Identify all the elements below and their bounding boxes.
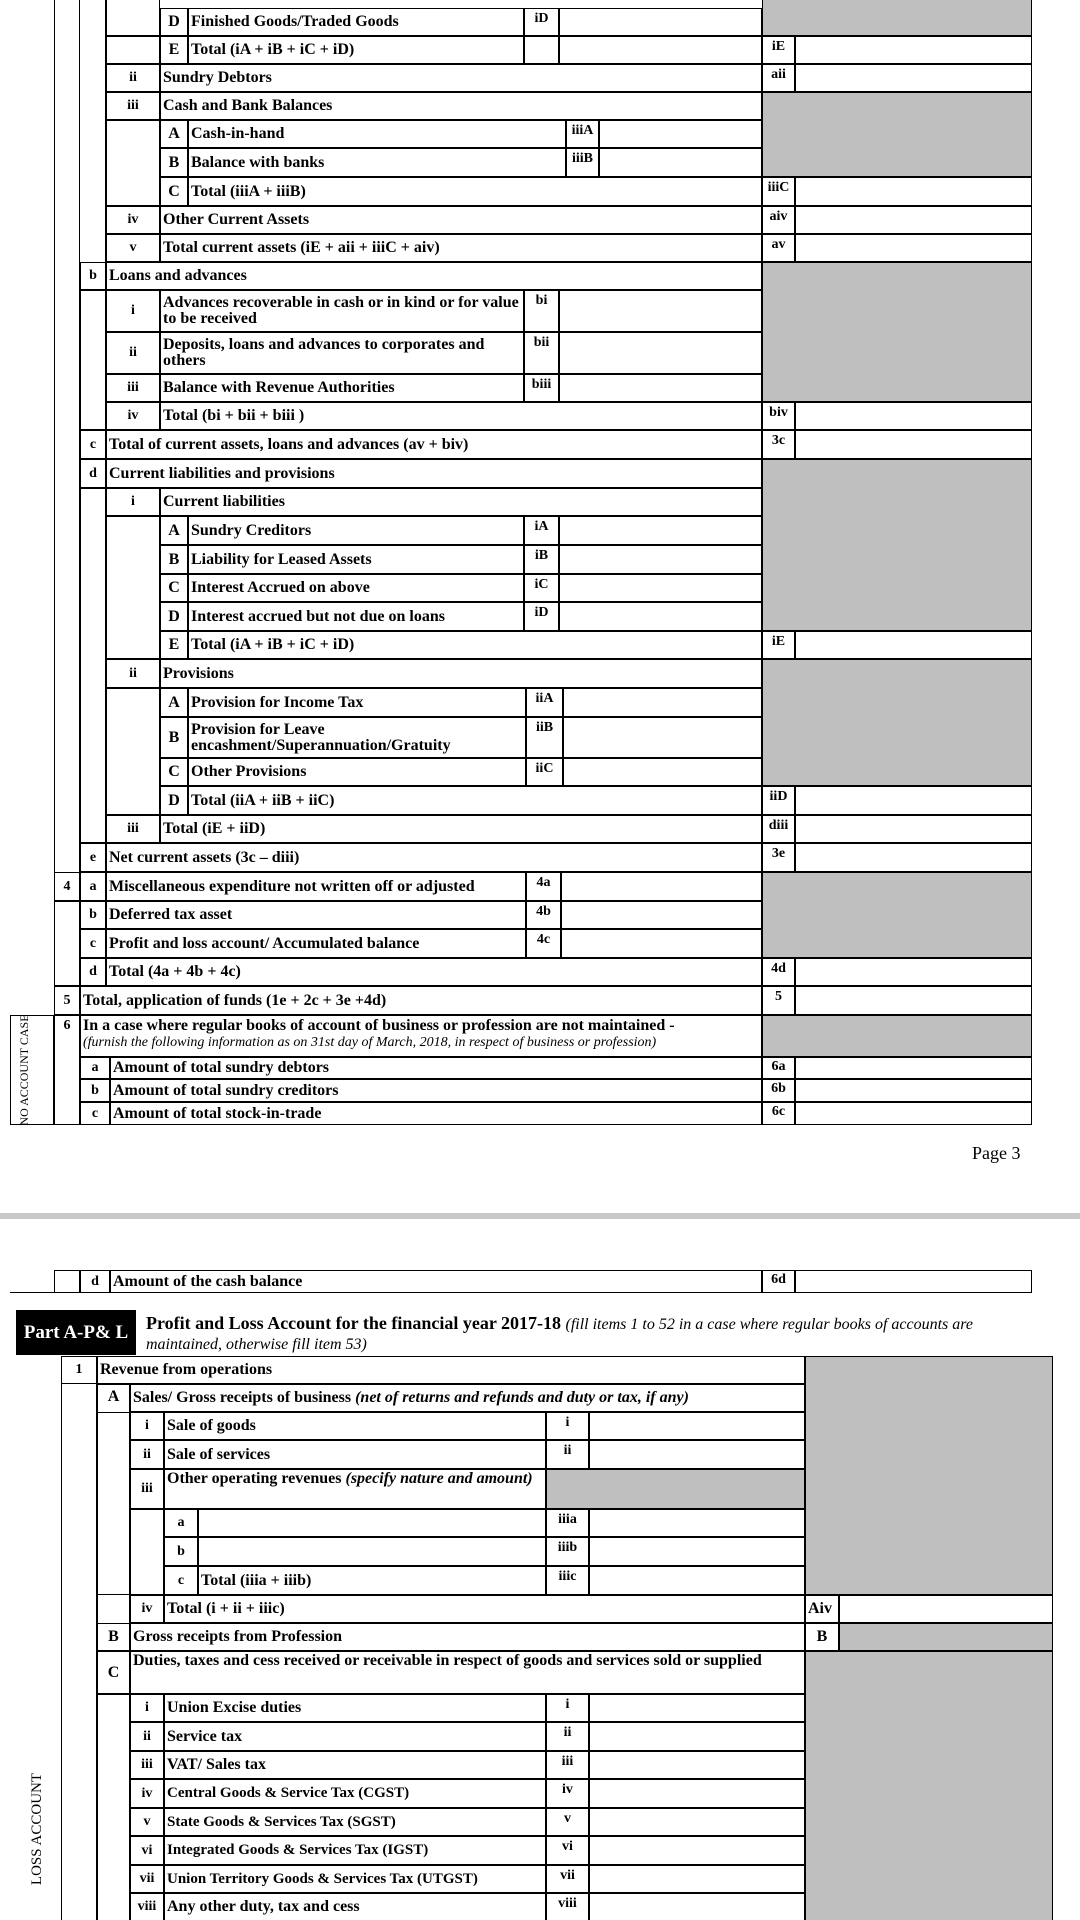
row-label: Other Current Assets — [160, 206, 762, 234]
row-code: iB — [524, 545, 559, 574]
row-code: 4c — [526, 929, 561, 958]
row-code: av — [762, 234, 795, 262]
row-label: Finished Goods/Traded Goods — [188, 8, 524, 36]
row-label: Sale of goods — [164, 1412, 546, 1440]
row-letter: d — [80, 1270, 110, 1293]
row-number: iv — [106, 402, 160, 430]
row-code: 6d — [762, 1270, 795, 1293]
row-number: iv — [130, 1595, 164, 1623]
loss-account-label: LOSS ACCOUNT — [29, 1772, 45, 1886]
amount-field[interactable] — [589, 1566, 805, 1595]
row-letter: b — [80, 1079, 110, 1102]
row-label: Union Excise duties — [164, 1694, 546, 1722]
shaded-cell — [546, 1469, 805, 1509]
amount-field[interactable] — [589, 1412, 805, 1440]
amount-field[interactable] — [559, 290, 762, 332]
frame-cell — [80, 488, 106, 843]
shaded-cell — [762, 1015, 1032, 1057]
amount-field[interactable] — [795, 815, 1032, 843]
part-note: (fill items 1 to 52 in a case where regular books of accounts are maintained, otherwise fill item 53) — [146, 1316, 973, 1353]
row-letter: a — [164, 1509, 198, 1537]
row-code: ii — [546, 1722, 589, 1751]
shaded-cell — [762, 262, 1032, 402]
row-code: iiic — [546, 1566, 589, 1595]
specify-field[interactable] — [198, 1509, 546, 1537]
row-label: Total (iiia + iiib) — [198, 1566, 546, 1595]
frame-cell — [97, 1694, 130, 1920]
row-code: iiib — [546, 1537, 589, 1566]
row-label: Service tax — [164, 1722, 546, 1751]
row-code: bi — [524, 290, 559, 332]
row-label: Sales/ Gross receipts of business — [133, 1389, 352, 1407]
amount-field[interactable] — [561, 929, 762, 958]
row-label: Sundry Creditors — [188, 516, 524, 545]
frame-cell — [10, 1270, 54, 1293]
row-code: iE — [762, 631, 795, 659]
row-code: iii — [546, 1751, 589, 1779]
row-code: i — [546, 1694, 589, 1722]
shaded-cell — [762, 0, 1032, 36]
row-code: iiiC — [762, 177, 795, 206]
row-note: (furnish the following information as on 31st day of March, 2018, in respect of business or profession) — [83, 1034, 657, 1050]
amount-field[interactable] — [795, 1270, 1032, 1293]
shaded-cell — [805, 1651, 1053, 1920]
row-code: B — [805, 1623, 839, 1651]
row-label: Total (iiiA + iiiB) — [188, 177, 762, 206]
row-label: Other Provisions — [188, 758, 526, 786]
row-label: Cash and Bank Balances — [160, 92, 762, 120]
no-account-case-label: NO ACCOUNT CASE — [17, 1014, 31, 1126]
frame-col-pl — [61, 1356, 97, 1920]
row-code: vi — [546, 1836, 589, 1865]
row-label: Sundry Debtors — [160, 64, 762, 92]
row-code: iE — [762, 36, 795, 64]
amount-field[interactable] — [795, 64, 1032, 92]
row-label: VAT/ Sales tax — [164, 1751, 546, 1779]
row-code: iiC — [526, 758, 563, 786]
row-note: (net of returns and refunds and duty or tax, if any) — [355, 1389, 689, 1407]
row-label: Total (iA + iB + iC + iD) — [188, 631, 762, 659]
amount-field[interactable] — [795, 958, 1032, 986]
frame-cell — [106, 516, 160, 659]
amount-field[interactable] — [795, 986, 1032, 1015]
row-Aiii-cell — [164, 1469, 546, 1509]
row-label: Profit and loss account/ Accumulated balance — [106, 929, 526, 958]
row-number: i — [130, 1412, 164, 1440]
amount-field[interactable] — [795, 1079, 1032, 1102]
amount-field[interactable] — [839, 1623, 1053, 1651]
frame-col-1 — [54, 0, 80, 1015]
row-code: iD — [524, 602, 559, 631]
row-number: 5 — [54, 986, 80, 1015]
row-label: Deferred tax asset — [106, 901, 526, 929]
amount-field[interactable] — [599, 148, 762, 177]
row-letter: A — [107, 1388, 120, 1405]
row-code: 4a — [526, 872, 561, 901]
row-label: Current liabilities and provisions — [106, 459, 762, 488]
row-label: Total, application of funds (1e + 2c + 3e +4d) — [80, 986, 762, 1015]
row-label: Advances recoverable in cash or in kind or for value to be received — [160, 290, 524, 332]
amount-field[interactable] — [795, 1102, 1032, 1125]
specify-field[interactable] — [198, 1537, 546, 1566]
amount-field[interactable] — [839, 1595, 1053, 1623]
row-number: v — [106, 234, 160, 262]
row-letter: A — [160, 120, 188, 148]
row-label: Deposits, loans and advances to corporates and others — [160, 332, 524, 374]
page-break — [0, 1213, 1080, 1219]
row-number: 4 — [54, 872, 80, 901]
row-code: 4b — [526, 901, 561, 929]
amount-field[interactable] — [795, 786, 1032, 815]
row-code: iiiA — [566, 120, 599, 148]
row-label: Any other duty, tax and cess — [164, 1893, 546, 1920]
row-letter: c — [80, 1102, 110, 1125]
amount-field[interactable] — [559, 545, 762, 574]
row-letter: C — [160, 758, 188, 786]
row-label: Loans and advances — [106, 262, 762, 290]
row-label: Miscellaneous expenditure not written off or adjusted — [106, 872, 526, 901]
row-code: iD — [524, 8, 559, 36]
row-letter: C — [160, 574, 188, 602]
row-letter: b — [164, 1537, 198, 1566]
row-code: iA — [524, 516, 559, 545]
row-number: 1 — [61, 1356, 97, 1384]
row-label: Gross receipts from Profession — [130, 1623, 805, 1651]
shaded-cell — [805, 1356, 1053, 1595]
part-title-block — [146, 1314, 1046, 1354]
frame-cell — [54, 901, 80, 986]
row-letter: D — [160, 786, 188, 815]
row-letter: A — [160, 688, 188, 717]
amount-field[interactable] — [559, 332, 762, 374]
row-letter: D — [160, 602, 188, 631]
amount-field[interactable] — [589, 1440, 805, 1469]
amount-field[interactable] — [795, 206, 1032, 234]
row-number: 6 — [63, 1018, 71, 1033]
row-label: Duties, taxes and cess received or receivable in respect of goods and services sold or supplied — [130, 1651, 805, 1694]
amount-field[interactable] — [563, 717, 762, 758]
row-code: iiD — [762, 786, 795, 815]
amount-field[interactable] — [795, 430, 1032, 459]
row-code: 6c — [762, 1102, 795, 1125]
row-letter: c — [80, 929, 106, 958]
row-label: Net current assets (3c – diii) — [106, 843, 762, 872]
row-letter: d — [80, 958, 106, 986]
row-letter: E — [160, 36, 188, 64]
row-code: aii — [762, 64, 795, 92]
row-number: viii — [130, 1893, 164, 1920]
frame-cell — [54, 1270, 80, 1293]
row-code: iv — [546, 1779, 589, 1808]
amount-field[interactable] — [559, 574, 762, 602]
row-letter: a — [80, 872, 106, 901]
row-label: Balance with banks — [188, 148, 566, 177]
amount-field[interactable] — [795, 177, 1032, 206]
row-letter: C — [160, 177, 188, 206]
row-label: Union Territory Goods & Services Tax (UTGST) — [164, 1865, 546, 1893]
row-label: Cash-in-hand — [188, 120, 566, 148]
row-letter: A — [160, 516, 188, 545]
row-code: ii — [546, 1440, 589, 1469]
row-number: vii — [130, 1865, 164, 1893]
row-number: i — [106, 488, 160, 516]
amount-field[interactable] — [561, 872, 762, 901]
row-code: iiB — [526, 717, 563, 758]
amount-field[interactable] — [795, 1057, 1032, 1079]
row-code: iiiB — [566, 148, 599, 177]
row-code: biii — [524, 374, 559, 402]
amount-field[interactable] — [563, 688, 762, 717]
amount-field[interactable] — [559, 374, 762, 402]
row-code: 5 — [762, 986, 795, 1015]
row-letter: B — [160, 545, 188, 574]
part-badge: Part A-P& L — [16, 1310, 136, 1355]
row-label: Provision for Income Tax — [188, 688, 526, 717]
row-note: (specify nature and amount) — [345, 1470, 533, 1487]
row-number: ii — [106, 64, 160, 92]
row-label: Total (iE + iiD) — [160, 815, 762, 843]
row-label: Other operating revenues — [167, 1470, 342, 1487]
row-label: Current liabilities — [160, 488, 762, 516]
row-label: Total (iiA + iiB + iiC) — [188, 786, 762, 815]
row-label: Total (4a + 4b + 4c) — [106, 958, 762, 986]
amount-field[interactable] — [589, 1808, 805, 1836]
row-label: Provisions — [160, 659, 762, 688]
amount-field[interactable] — [599, 120, 762, 148]
row-letter: E — [160, 631, 188, 659]
amount-field[interactable] — [589, 1893, 805, 1920]
row-A-cell — [130, 1384, 805, 1412]
row-letter: D — [160, 8, 188, 36]
row-label: Amount of the cash balance — [110, 1270, 762, 1293]
row-number: vi — [130, 1836, 164, 1865]
row-code: iiia — [546, 1509, 589, 1537]
amount-field[interactable] — [559, 8, 762, 36]
row-code: 3c — [762, 430, 795, 459]
page-number: Page 3 — [972, 1143, 1021, 1163]
row-number: iii — [106, 92, 160, 120]
row-label: Amount of total stock-in-trade — [110, 1102, 762, 1125]
row-number: ii — [106, 659, 160, 688]
shaded-cell — [762, 872, 1032, 958]
row-code: 3e — [762, 843, 795, 872]
amount-field[interactable] — [795, 36, 1032, 64]
amount-field[interactable] — [589, 1751, 805, 1779]
amount-field[interactable] — [589, 1836, 805, 1865]
frame-cell — [106, 36, 160, 64]
row-letter: C — [97, 1651, 130, 1694]
row-letter: b — [80, 901, 106, 929]
row-label: State Goods & Services Tax (SGST) — [164, 1808, 546, 1836]
row-letter: c — [164, 1566, 198, 1595]
row-number: iv — [130, 1779, 164, 1808]
row-code: i — [546, 1412, 589, 1440]
amount-field[interactable] — [559, 516, 762, 545]
row-code: 6a — [762, 1057, 795, 1079]
shaded-cell — [762, 459, 1032, 631]
row-label: Sale of services — [164, 1440, 546, 1469]
row-number: iii — [130, 1469, 164, 1509]
frame-cell — [524, 36, 559, 64]
row-code: viii — [546, 1893, 589, 1920]
row-code: iiA — [526, 688, 563, 717]
row-label: Amount of total sundry creditors — [110, 1079, 762, 1102]
row-label: Interest Accrued on above — [188, 574, 524, 602]
amount-field[interactable] — [589, 1694, 805, 1722]
row-label: In a case where regular books of account of business or profession are not maintained - — [83, 1017, 675, 1034]
amount-field[interactable] — [795, 402, 1032, 430]
shaded-cell — [762, 92, 1032, 177]
shaded-cell — [762, 659, 1032, 786]
row-code: aiv — [762, 206, 795, 234]
amount-field[interactable] — [589, 1865, 805, 1893]
row-6-cell — [80, 1015, 762, 1057]
row-code: Aiv — [805, 1595, 839, 1623]
amount-field[interactable] — [795, 631, 1032, 659]
frame-cell — [106, 0, 160, 36]
row-letter: B — [160, 717, 188, 758]
row-label: Total of current assets, loans and advances (av + biv) — [106, 430, 762, 459]
row-code: 6b — [762, 1079, 795, 1102]
amount-field[interactable] — [559, 602, 762, 631]
row-code: biv — [762, 402, 795, 430]
row-label: Total current assets (iE + aii + iiiC + aiv) — [160, 234, 762, 262]
amount-field[interactable] — [795, 843, 1032, 872]
row-label: Total (iA + iB + iC + iD) — [188, 36, 524, 64]
row-number: iii — [106, 374, 160, 402]
row-letter: B — [97, 1623, 130, 1651]
amount-field[interactable] — [563, 758, 762, 786]
row-code: iC — [524, 574, 559, 602]
row-number: iii — [106, 815, 160, 843]
frame-cell — [97, 1412, 130, 1595]
row-letter: b — [80, 262, 106, 290]
frame-cell — [80, 290, 106, 430]
row-letter: a — [80, 1057, 110, 1079]
row-letter: e — [80, 843, 106, 872]
amount-field[interactable] — [561, 901, 762, 929]
row-code: vii — [546, 1865, 589, 1893]
row-label: Liability for Leased Assets — [188, 545, 524, 574]
row-number: ii — [130, 1440, 164, 1469]
row-label: Central Goods & Service Tax (CGST) — [164, 1779, 546, 1808]
frame-cell — [106, 120, 160, 206]
row-label: Amount of total sundry debtors — [110, 1057, 762, 1079]
row-letter: d — [80, 459, 106, 488]
row-label: Integrated Goods & Services Tax (IGST) — [164, 1836, 546, 1865]
amount-field[interactable] — [589, 1509, 805, 1537]
row-number: iv — [106, 206, 160, 234]
row-letter: B — [160, 148, 188, 177]
amount-field[interactable] — [589, 1722, 805, 1751]
row-number: ii — [106, 332, 160, 374]
row-code: 4d — [762, 958, 795, 986]
row-number: i — [130, 1694, 164, 1722]
row-code: v — [546, 1808, 589, 1836]
row-number: i — [106, 290, 160, 332]
row-label: Revenue from operations — [97, 1356, 805, 1384]
row-letter: c — [80, 430, 106, 459]
row-label: Balance with Revenue Authorities — [160, 374, 524, 402]
frame-cell — [559, 36, 762, 64]
amount-field[interactable] — [795, 234, 1032, 262]
frame-cell — [130, 1509, 164, 1595]
row-number: v — [130, 1808, 164, 1836]
row-code: diii — [762, 815, 795, 843]
frame-cell — [106, 688, 160, 815]
part-title: Profit and Loss Account for the financial year 2017-18 — [146, 1313, 561, 1333]
row-code: bii — [524, 332, 559, 374]
row-label: Total (bi + bii + biii ) — [160, 402, 762, 430]
row-label: Total (i + ii + iiic) — [164, 1595, 805, 1623]
row-label: Provision for Leave encashment/Superannuation/Gratuity — [188, 717, 526, 758]
row-number: ii — [130, 1722, 164, 1751]
amount-field[interactable] — [589, 1779, 805, 1808]
row-label: Interest accrued but not due on loans — [188, 602, 524, 631]
row-number: iii — [130, 1751, 164, 1779]
amount-field[interactable] — [589, 1537, 805, 1566]
